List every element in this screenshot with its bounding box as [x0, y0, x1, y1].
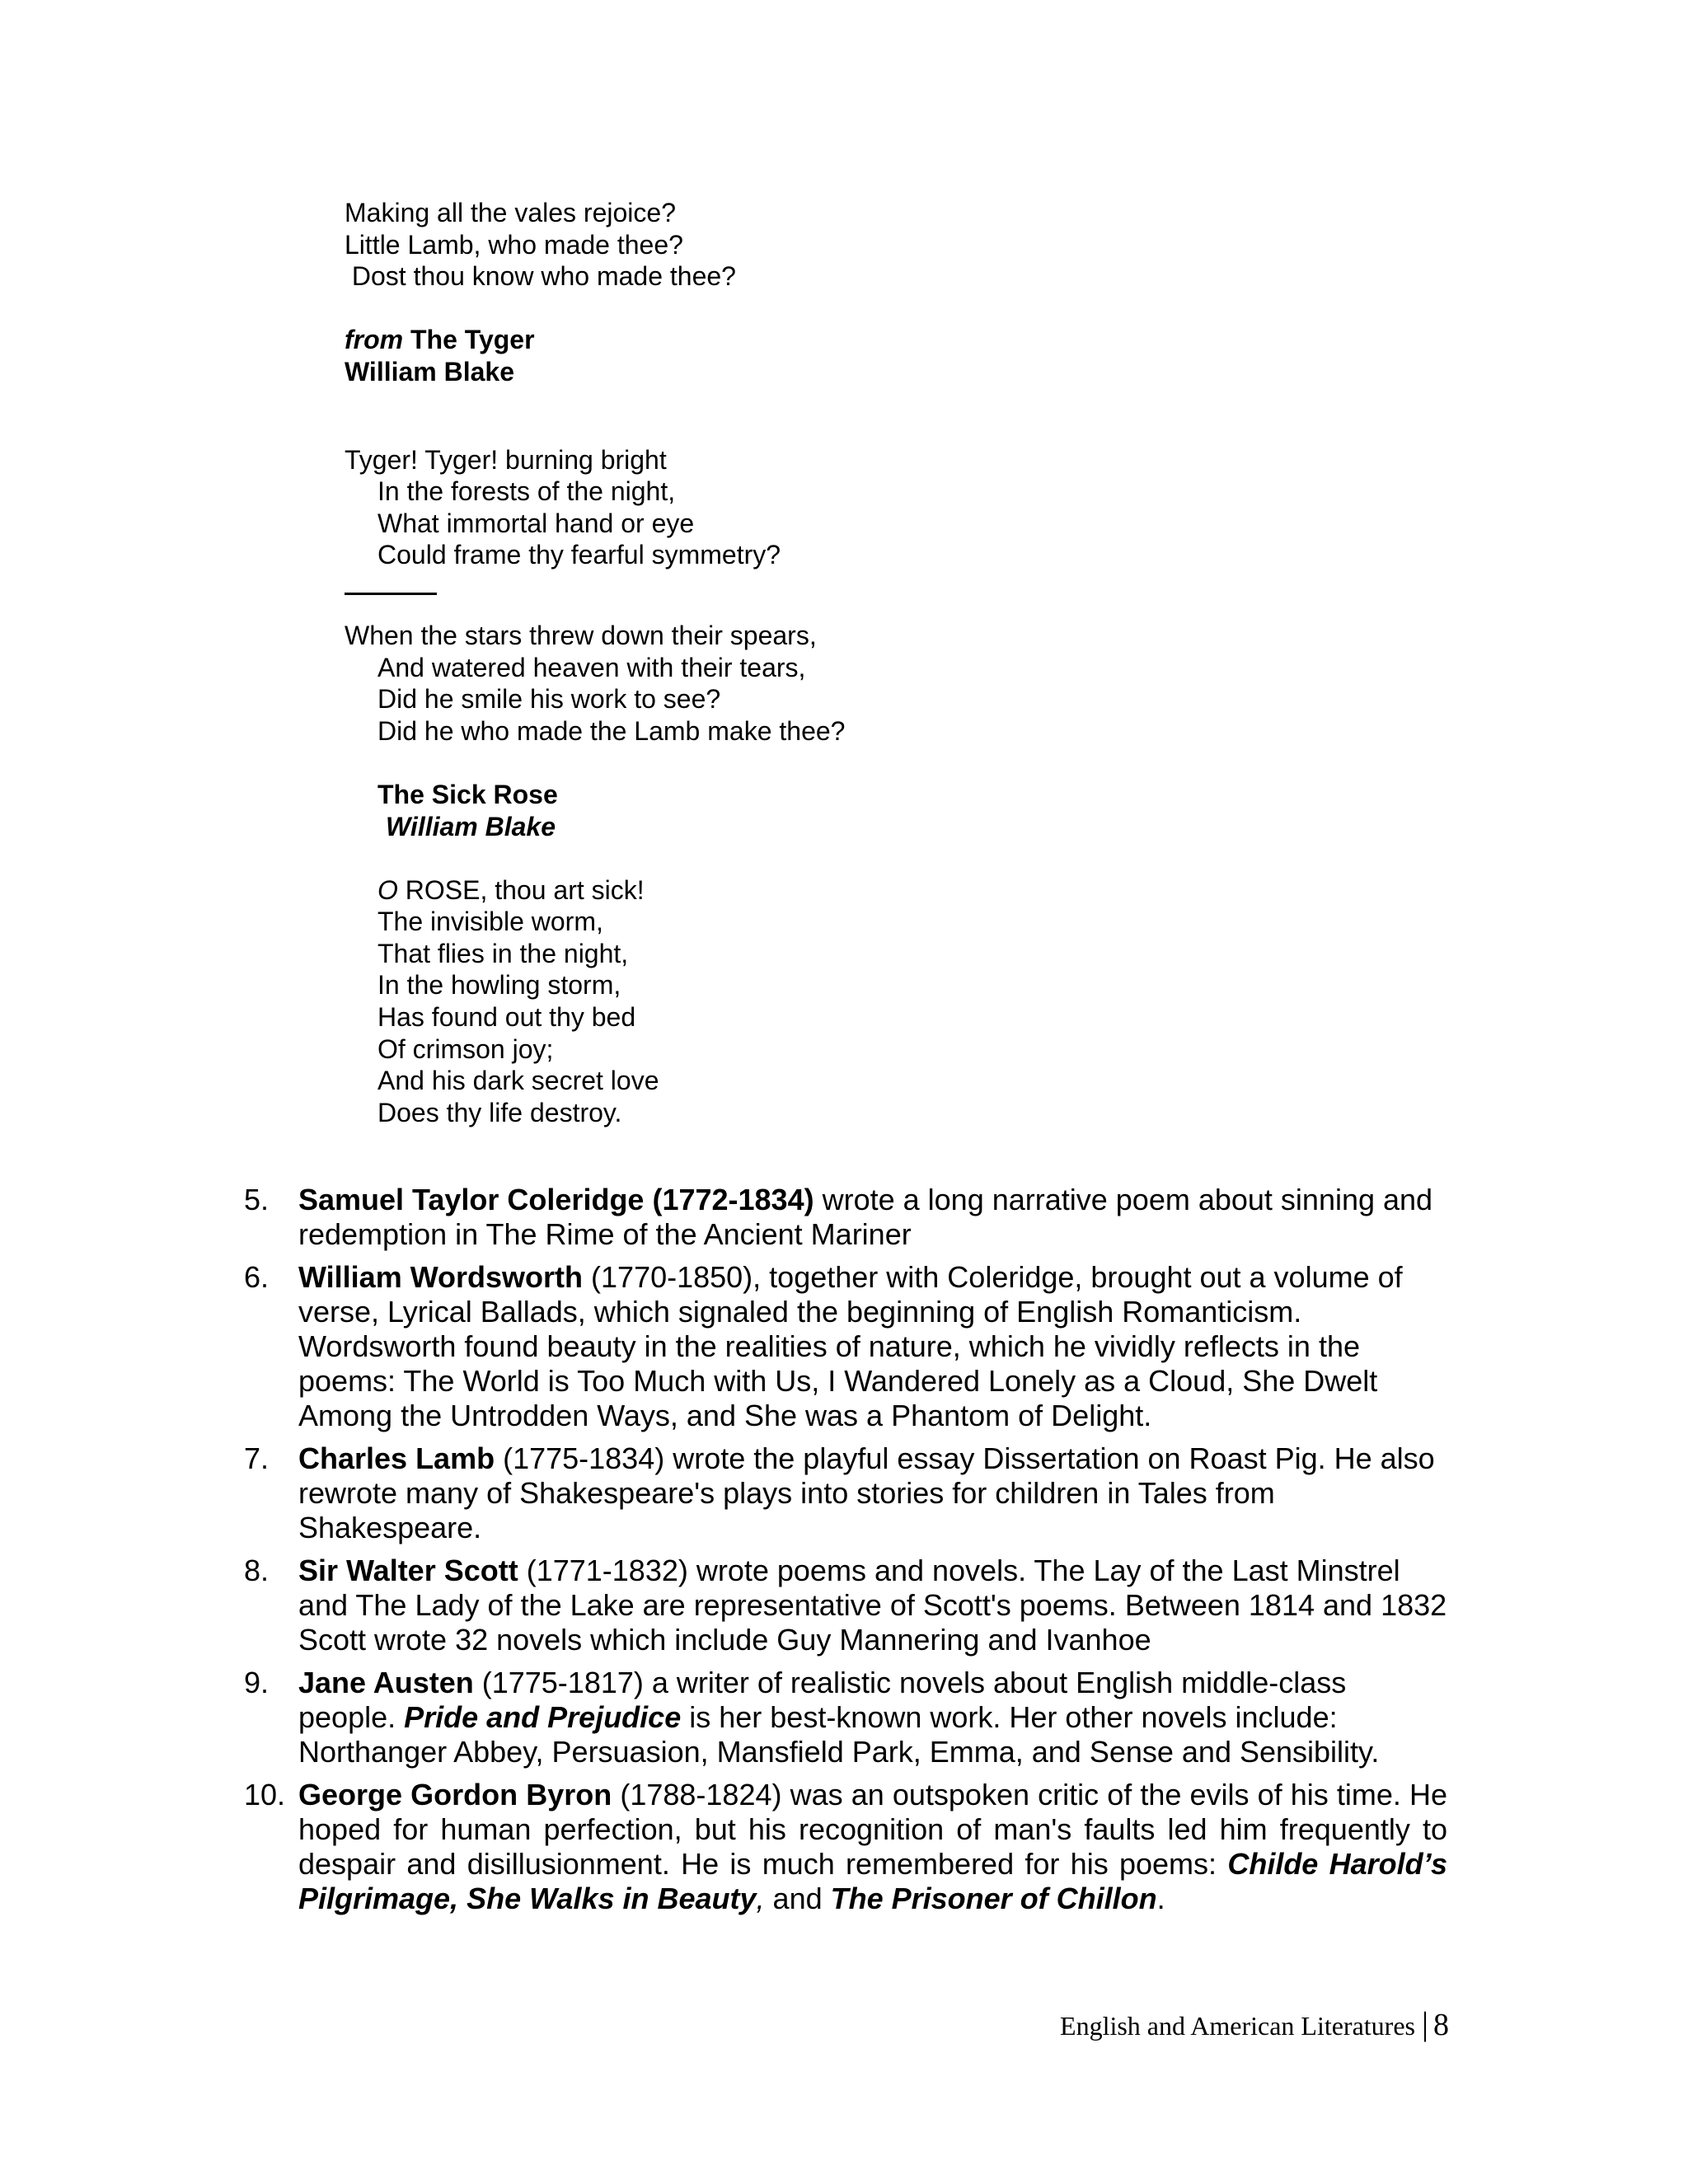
list-item: [244, 1666, 1447, 1769]
author-list: [244, 1183, 1447, 1924]
item-text: (1775-1817) a writer of realistic novels about English middle-class people.: [298, 1666, 1347, 1734]
author-name: Charles Lamb: [298, 1441, 495, 1475]
item-number: 5.: [244, 1183, 270, 1216]
poem-line: Making all the vales rejoice?: [345, 198, 676, 227]
list-item: [244, 1554, 1447, 1657]
item-number: 8.: [244, 1554, 270, 1587]
page-number: 8: [1433, 2008, 1449, 2042]
poem-line: What immortal hand or eye: [377, 508, 695, 538]
poem-line: Does thy life destroy.: [377, 1097, 622, 1127]
tyger-title: The Tyger: [410, 325, 535, 355]
item-text: wrote a long narrative poem about sinning and redemption in The Rime of the Ancient Mariner: [298, 1183, 1433, 1251]
poem-line: Did he smile his work to see?: [377, 684, 721, 715]
poem-line: And watered heaven with their tears,: [377, 652, 806, 682]
list-item: [244, 1183, 1447, 1252]
poem-line: Did he who made the Lamb make thee?: [377, 715, 846, 746]
poem-line: Dost thou know who made thee?: [345, 261, 736, 292]
author-name: William Wordsworth: [298, 1260, 584, 1294]
item-text: and: [764, 1882, 831, 1915]
poem-line: Little Lamb, who made thee?: [345, 229, 683, 260]
poem-line-rest: ROSE, thou art sick!: [397, 874, 645, 905]
item-text: (1771-1832) wrote poems and novels. The Lay of the Last Minstrel and The Lady of the Lake are representative of Scott's poems. Between 1814 and 1832 Scott wrote 32 novels which include Guy Mannering and Ivanhoe: [298, 1554, 1447, 1657]
poem-line: Could frame thy fearful symmetry?: [377, 540, 781, 570]
author-name: George Gordon Byron: [298, 1778, 612, 1811]
item-number: 9.: [244, 1666, 270, 1699]
work-title: Childe Harold’s Pilgrimage, She Walks in Beauty: [298, 1847, 1448, 1915]
drop-letter: O: [377, 874, 398, 905]
poem-title-tyger: [345, 324, 845, 356]
poem-line: Tyger! Tyger! burning bright: [345, 444, 667, 475]
poem-line: In the forests of the night,: [377, 476, 676, 507]
footer-title: English and American Literatures: [1060, 2011, 1415, 2041]
author-name: Sir Walter Scott: [298, 1554, 518, 1587]
item-text: is her best-known work. Her other novels include: Northanger Abbey, Persuasion, Mansfield Park, Emma, and Sense and Sensibility.: [298, 1700, 1380, 1769]
item-number: 7.: [244, 1441, 270, 1475]
item-text: (1770-1850), together with Coleridge, brought out a volume of verse, Lyrical Ballads, which signaled the beginning of English Romanticism. Wordsworth found beauty in the realities of nature, which he vividly reflects in the poems: The World is Too Much with Us, I Wandered Lonely as a Cloud, She Dwelt Among the Untrodden Ways, and She was a Phantom of Delight.: [298, 1260, 1403, 1432]
item-number: 10.: [244, 1778, 286, 1811]
poem-author-sick-rose: William Blake: [386, 811, 556, 841]
list-item: [244, 1260, 1447, 1433]
poem-line: The invisible worm,: [377, 907, 603, 937]
punctuation: .: [1156, 1882, 1165, 1915]
item-text: (1788-1824) was an outspoken critic of the evils of his time. He hoped for human perfection, but his recognition of man's faults led him frequently to despair and disillusionment. He is much remembered for his poems:: [298, 1778, 1447, 1881]
author-name: Samuel Taylor Coleridge (1772-1834): [298, 1183, 814, 1216]
stanza-divider: [345, 593, 437, 595]
poem-line: Of crimson joy;: [377, 1033, 554, 1064]
item-text: (1775-1834) wrote the playful essay Dissertation on Roast Pig. He also rewrote many of Shakespeare's plays into stories for children in Tales from Shakespeare.: [298, 1441, 1435, 1544]
poem-line: [345, 874, 845, 907]
poem-title-sick-rose: The Sick Rose: [377, 779, 558, 809]
item-number: 6.: [244, 1260, 270, 1294]
page-footer: [1060, 2004, 1449, 2043]
author-name: Jane Austen: [298, 1666, 474, 1699]
from-word: from: [345, 325, 404, 355]
poem-author-tyger: William Blake: [345, 356, 515, 387]
poem-line: And his dark secret love: [377, 1066, 659, 1096]
poem-line: When the stars threw down their spears,: [345, 620, 817, 650]
list-item: [244, 1441, 1447, 1545]
poem-line: That flies in the night,: [377, 938, 629, 968]
poem-line: In the howling storm,: [377, 970, 621, 1001]
work-title: The Prisoner of Chillon: [830, 1882, 1157, 1915]
list-item: [244, 1778, 1447, 1916]
footer-separator: |: [1421, 2005, 1428, 2042]
work-title: Pride and Prejudice: [404, 1700, 682, 1734]
punctuation: ,: [756, 1882, 765, 1915]
poem-line: Has found out thy bed: [377, 1002, 636, 1033]
poem-excerpts: [345, 197, 845, 1128]
